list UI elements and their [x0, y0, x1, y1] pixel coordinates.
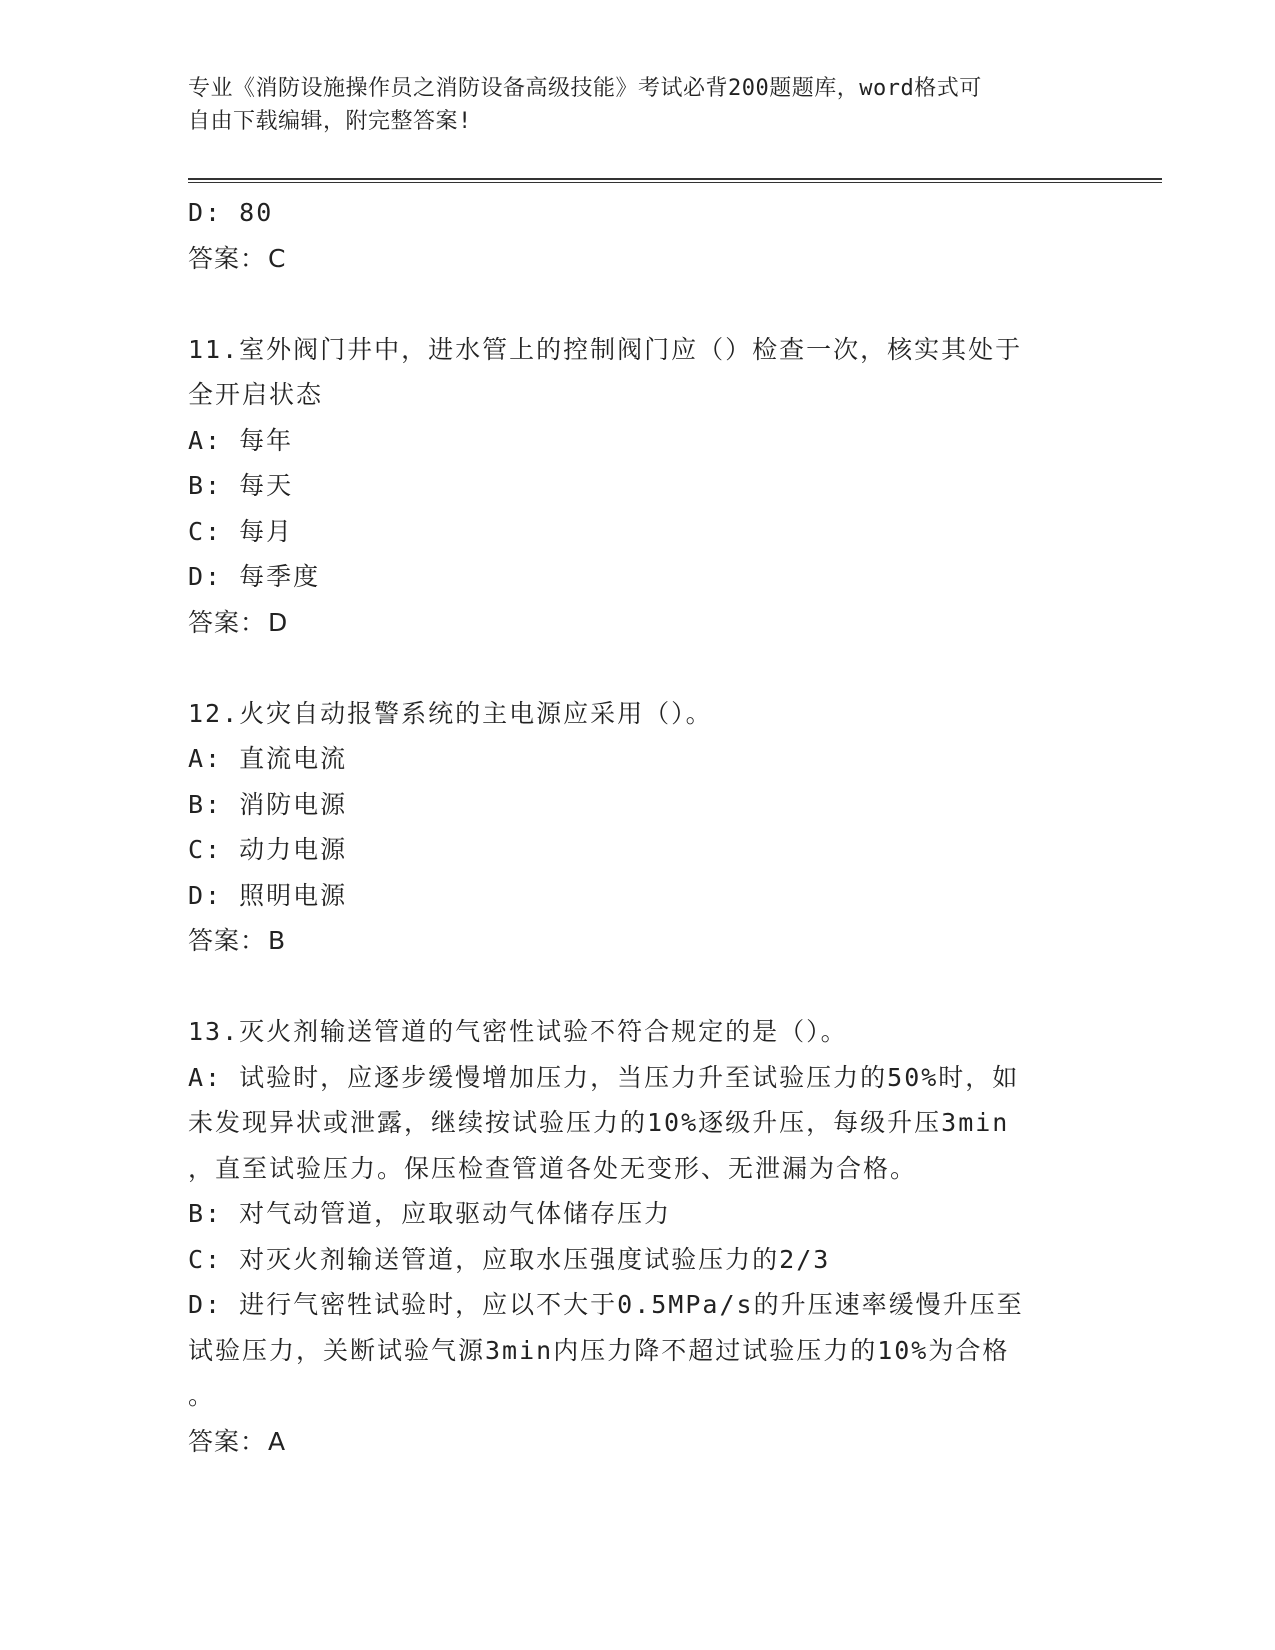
option-b: B: 消防电源 — [188, 789, 348, 819]
answer-label: 答案： — [188, 1426, 267, 1456]
option-c: C: 对灭火剂输送管道，应取水压强度试验压力的2/3 — [188, 1244, 831, 1274]
option-c: C: 每月 — [188, 516, 294, 546]
carryover-answer — [188, 236, 1088, 282]
answer-value: D — [268, 607, 289, 637]
question-stem-line: 13.灭火剂输送管道的气密性试验不符合规定的是（）。 — [188, 1017, 848, 1046]
option-a: A: 试验时，应逐步缓慢增加压力，当压力升至试验压力的50%时，如 — [188, 1062, 1020, 1092]
header-line-1: 专业《消防设施操作员之消防设备高级技能》考试必背200题题库，word格式可 — [188, 76, 982, 101]
option-a-continued: ，直至试验压力。保压检查管道各处无变形、无泄漏为合格。 — [188, 1153, 918, 1183]
spacer — [188, 645, 1088, 691]
answer — [188, 600, 1088, 646]
carryover-option-d: D: 80 — [188, 198, 274, 227]
spacer — [188, 281, 1088, 327]
answer — [188, 918, 1088, 964]
option-d-continued: 试验压力，关断试验气源3min内压力降不超过试验压力的10%为合格 — [188, 1335, 1010, 1365]
option-b: B: 每天 — [188, 471, 294, 500]
option-b: B: 对气动管道，应取驱动气体储存压力 — [188, 1199, 672, 1228]
option-d-continued: 。 — [188, 1381, 216, 1410]
header-line-2: 自由下载编辑，附完整答案! — [188, 109, 472, 134]
option-a: A: 直流电流 — [188, 744, 348, 773]
answer-label: 答案： — [188, 926, 267, 955]
document-header — [188, 72, 1068, 138]
question-content — [188, 190, 1088, 1464]
answer-label: 答案： — [188, 243, 267, 273]
question-12 — [188, 691, 1088, 964]
option-a-continued: 未发现异状或泄露，继续按试验压力的10%逐级升压，每级升压3min — [188, 1108, 1010, 1137]
header-divider — [188, 178, 1162, 183]
option-a: A: 每年 — [188, 425, 294, 455]
option-d: D: 每季度 — [188, 562, 321, 591]
question-13 — [188, 1009, 1088, 1464]
answer-value: A — [268, 1426, 287, 1456]
question-11 — [188, 327, 1088, 646]
answer — [188, 1419, 1088, 1465]
question-stem-line: 11.室外阀门井中，进水管上的控制阀门应（）检查一次，核实其处于 — [188, 334, 1023, 364]
spacer — [188, 964, 1088, 1010]
answer-value: B — [268, 926, 287, 955]
answer-label: 答案： — [188, 607, 267, 637]
option-c: C: 动力电源 — [188, 835, 348, 864]
question-stem-line: 12.火灾自动报警系统的主电源应采用（）。 — [188, 698, 713, 728]
option-d: D: 进行气密牲试验时，应以不大于0.5MPa/s的升压速率缓慢升压至 — [188, 1290, 1024, 1319]
answer-value: C — [268, 243, 287, 273]
option-d: D: 照明电源 — [188, 880, 348, 910]
question-stem-line: 全开启状态 — [188, 380, 324, 409]
